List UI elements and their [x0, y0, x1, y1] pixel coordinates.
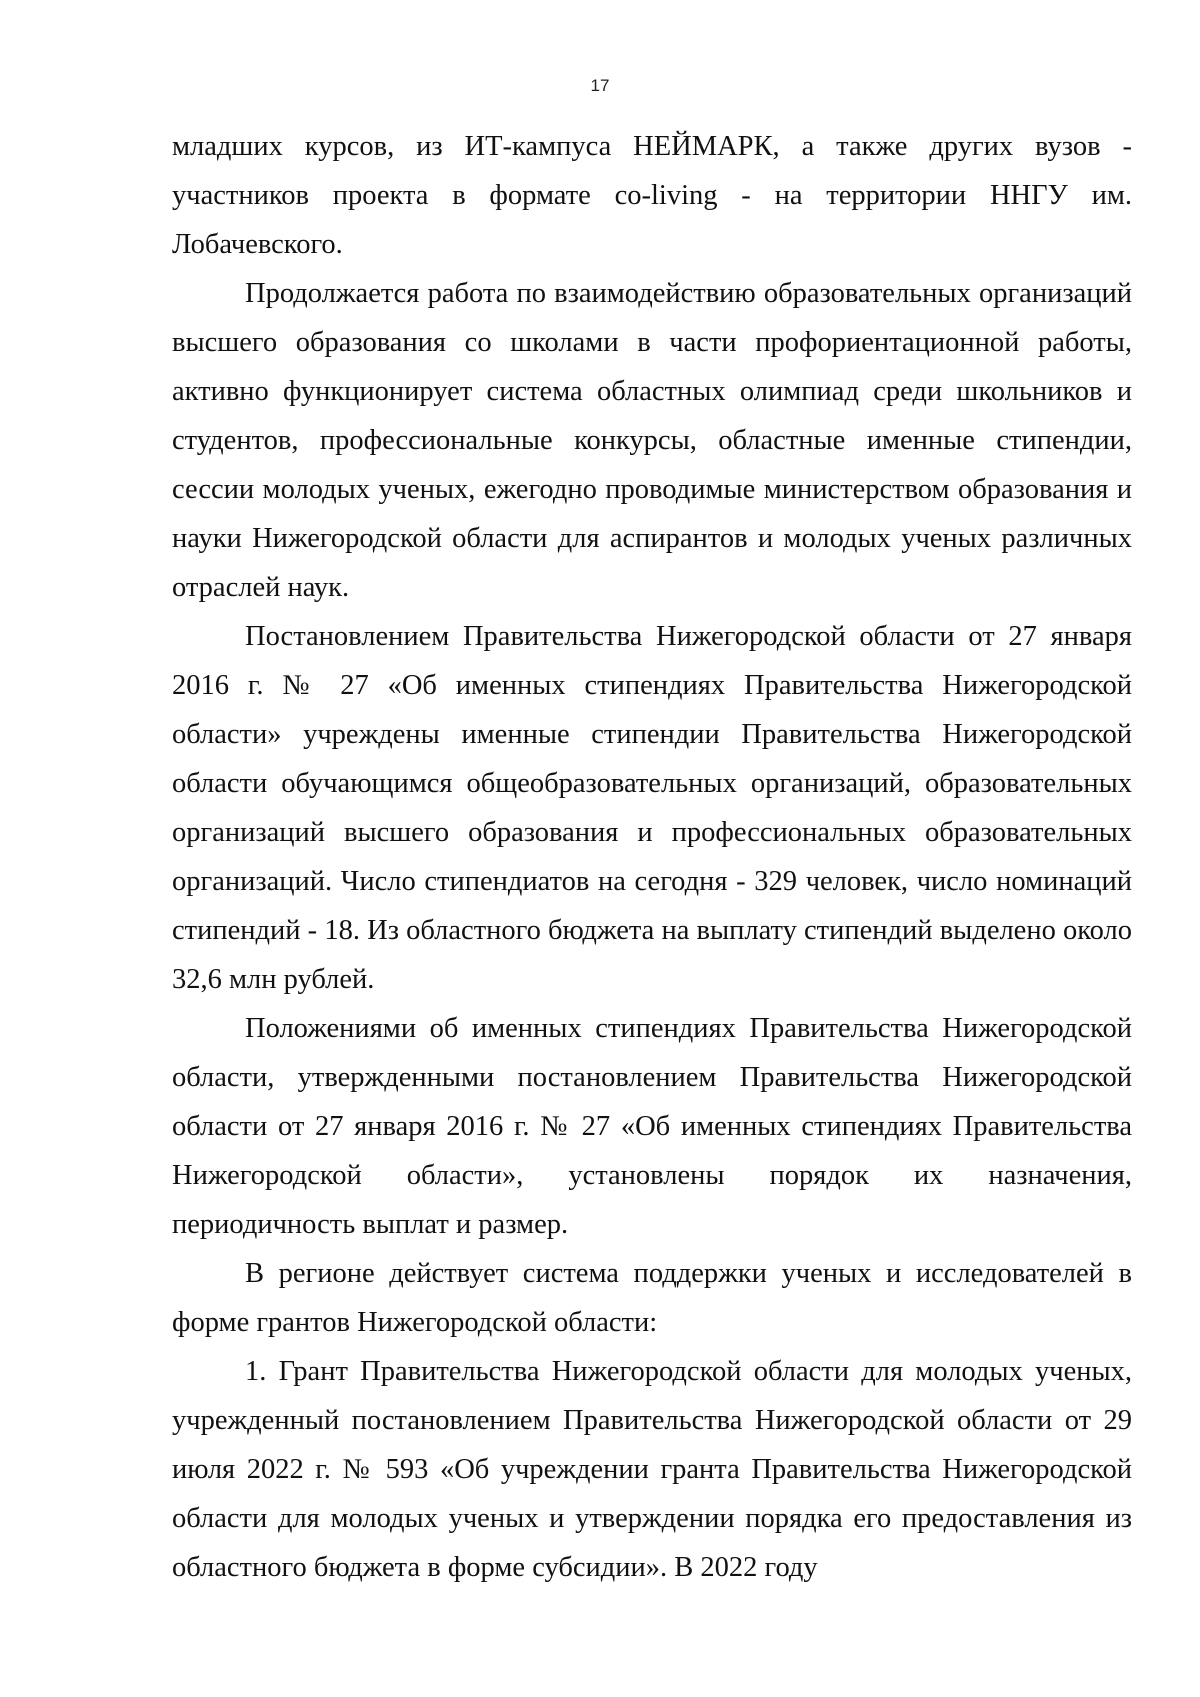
paragraph-cooperation-with-schools: Продолжается работа по взаимодействию образовательных организаций высшего образования со школами в части профориентационной работы, активно функционирует система областных олимпиад среди школьников и студентов, профессиональные конкурсы, областные именные стипендии, сессии молодых ученых, ежегодно проводимые министерством образования и науки Нижегородской области для аспирантов и молодых ученых различных отраслей наук. — [172, 278, 1132, 603]
paragraph-continuation: младших курсов, из ИТ-кампуса НЕЙМАРК, а также других вузов - участников проекта в формате co-living - на территории ННГУ им. Лобачевского. — [172, 131, 1132, 260]
document-body — [172, 122, 1132, 1592]
paragraph-grants-system: В регионе действует система поддержки ученых и исследователей в форме грантов Нижегородской области: — [172, 1258, 1132, 1338]
paragraph-grant-young-scientists: 1. Грант Правительства Нижегородской области для молодых ученых, учрежденный постановлением Правительства Нижегородской области от 29 июля 2022 г. № 593 «Об учреждении гранта Правительства Нижегородской области для молодых ученых и утверждении порядка его предоставления из областного бюджета в форме субсидии». В 2022 году — [172, 1356, 1132, 1583]
paragraph-scholarship-regulations: Положениями об именных стипендиях Правительства Нижегородской области, утвержденными постановлением Правительства Нижегородской области от 27 января 2016 г. № 27 «Об именных стипендиях Правительства Нижегородской области», установлены порядок их назначения, периодичность выплат и размер. — [172, 1013, 1132, 1240]
page-number: 17 — [590, 76, 610, 95]
paragraph-government-resolution-scholarships: Постановлением Правительства Нижегородской области от 27 января 2016 г. № 27 «Об именных стипендиях Правительства Нижегородской области» учреждены именные стипендии Правительства Нижегородской области обучающимся общеобразовательных организаций, образовательных организаций высшего образования и профессиональных образовательных организаций. Число стипендиатов на сегодня - 329 человек, число номинаций стипендий - 18. Из областного бюджета на выплату стипендий выделено около 32,6 млн рублей. — [172, 621, 1132, 995]
